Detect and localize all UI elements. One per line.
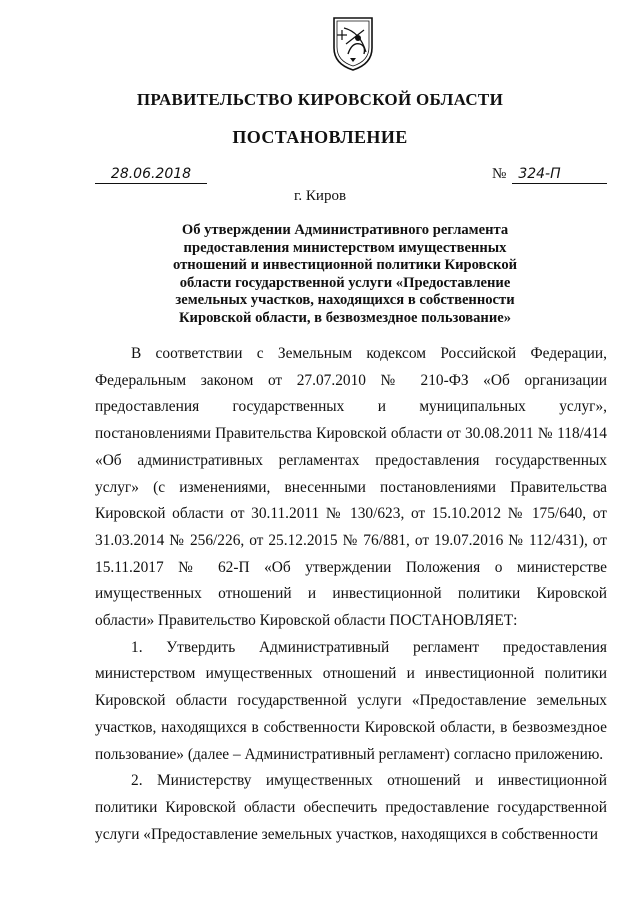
government-name: ПРАВИТЕЛЬСТВО КИРОВСКОЙ ОБЛАСТИ [136, 90, 504, 109]
coat-of-arms-icon [330, 14, 376, 72]
document-number [492, 165, 607, 184]
number-value: 324-П [512, 165, 607, 184]
document-date: 28.06.2018 [95, 165, 207, 184]
document-body [95, 341, 607, 848]
number-label: № [492, 166, 507, 182]
document-title: Об утверждении Административного регламента предоставления министерством имущественных отношений и инвестиционной политики Кировской области государственной услуги «Предоставление земельных участков, находящихся в собственности Кировской области, в безвозмездное пользование» [172, 222, 518, 326]
paragraph-item-2: 2. Министерству имущественных отношений и инвестиционной политики Кировской области обеспечить предоставление государственной услуги «Предоставление земельных участков, находящихся в собственности [95, 772, 607, 843]
paragraph-preamble: В соответствии с Земельным кодексом Российской Федерации, Федеральным законом от 27.07.2010 № 210-ФЗ «Об организации предоставления государственных и муниципальных услуг», постановлениями Правительства Кировской области от 30.08.2011 № 118/414 «Об административных регламентах предоставления государственных услуг» (с изменениями, внесенными постановлениями Правительства Кировской области от 30.11.2011 № 130/623, от 15.10.2012 № 175/640, от 31.03.2014 № 256/226, от 25.12.2015 № 76/881, от 19.07.2016 № 112/431), от 15.11.2017 № 62-П «Об утверждении Положения о министерстве имущественных отношений и инвестиционной политики Кировской области» Правительство Кировской области ПОСТАНОВЛЯЕТ: [95, 345, 607, 630]
city-name: г. Киров [293, 188, 347, 204]
paragraph-item-1: 1. Утвердить Административный регламент предоставления министерством имущественных отношений и инвестиционной политики Кировской области государственной услуги «Предоставление земельных участков, находящихся в собственности Кировской области, в безвозмездное пользование» (далее – Административный регламент) согласно приложению. [95, 638, 607, 763]
document-type: ПОСТАНОВЛЕНИЕ [232, 127, 408, 147]
